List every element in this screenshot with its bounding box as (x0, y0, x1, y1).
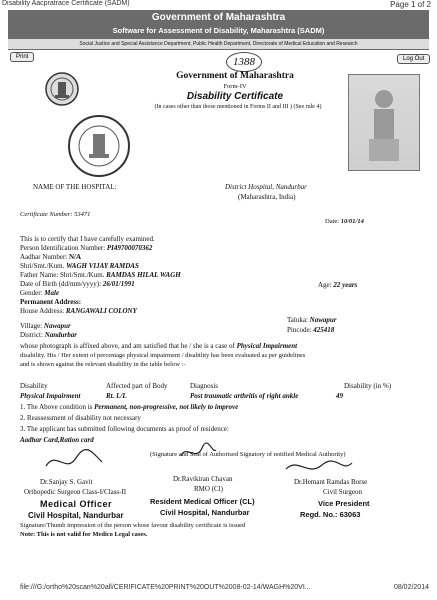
print-header-title: Disability Aacpratrace Certificate (SADM) (2, 0, 130, 7)
print-date: 08/02/2014 (393, 584, 429, 591)
signature-chavan-icon (178, 440, 218, 464)
hospital-label: NAME OF THE HOSPITAL: (33, 183, 117, 191)
stamp-civil-hospital-1: Civil Hospital, Nandurbar (28, 511, 124, 520)
dob-label: Date of Birth (dd/mm/yyyy): (20, 280, 102, 288)
hospital-state: (Maharashtra, India) (238, 193, 296, 201)
permanent-address-label: Permanent Address: (20, 298, 82, 306)
signatory-3-role: Civil Surgeon (323, 488, 362, 496)
condition-2: 2. Reassessment of disability not necessary (20, 414, 141, 422)
table-header-disability: Disability (20, 382, 48, 390)
dob-value: 26/01/1991 (102, 280, 135, 288)
hospital-name: District Hospital, Nandurbar (225, 183, 307, 191)
signatory-2-name: Dr.Ravikiran Chavan (173, 475, 233, 483)
name-label: Shri/Smt./Kum. (20, 262, 65, 270)
signature-gavit-icon (44, 448, 104, 474)
print-header (0, 0, 437, 10)
applicant-photo (348, 74, 420, 171)
govt-banner (8, 10, 429, 50)
date-label: Date: (325, 218, 340, 225)
statement-line-1: whose photograph is affixed above, and am satisfied that he / she is a case of (20, 342, 235, 350)
handwritten-reference-number: 1388 (226, 52, 262, 72)
signatory-1-role: Orthopedic Surgeon Class-I/Class-II (24, 488, 127, 496)
aadhar-label: Aadhar Number: (20, 253, 68, 261)
document-gov-title: Government of Maharashtra (176, 71, 294, 81)
banner-subtitle: Software for Assessment of Disability, Maharashtra (SADM) (112, 26, 325, 35)
certificate-scope-note: (In cases other than those mentioned in Forms II and III ) (See rule 4) (154, 104, 322, 110)
page-number: Page 1 of 2 (390, 0, 431, 9)
village-value: Nawapur (43, 322, 71, 330)
district-value: Nandurbar (44, 331, 77, 339)
father-value: RAMDAS HILAL WAGH (106, 271, 181, 279)
district-label: District: (20, 331, 43, 339)
pincode-value: 425418 (313, 326, 335, 334)
residence-documents: Aadhar Card,Ration card (20, 436, 94, 444)
authorised-signatory-note: (Signature and Seal of Authorised Signatory of notified Medical Authority) (150, 451, 346, 458)
banner-title: Government of Maharashtra (151, 12, 286, 23)
print-button[interactable]: Print (10, 52, 34, 62)
aadhar-value: N/A (68, 253, 82, 261)
pid-label: Person Identification Number: (20, 244, 106, 252)
table-cell-percent: 49 (336, 392, 343, 400)
condition-1-label: 1. The Above condition is (20, 403, 93, 411)
stamp-medical-officer: Medical Officer (40, 499, 113, 509)
signatory-3-name: Dr.Hemant Ramdas Borse (294, 478, 368, 486)
condition-3: 3. The applicant has submitted following documents as proof of residence: (20, 425, 229, 433)
stamp-regd-number: Regd. No.: 63063 (300, 510, 361, 519)
table-cell-body-part: Rt. L/L (106, 392, 127, 400)
signature-borse-icon (284, 455, 354, 479)
age-label: Age: (318, 281, 332, 289)
table-cell-diagnosis: Post traumatic arthritis of right ankle (190, 392, 299, 400)
banner-dept-line: Social Justice and Special Assistance Department, Public Health Department, Directorate of Medical Education and Research (8, 39, 429, 49)
statement-line-3: and is shown against the relevant disability in the table below :- (20, 361, 186, 368)
logout-button[interactable]: Log Out (397, 54, 430, 64)
stamp-rmo: Resident Medical Officer (CL) (150, 497, 255, 506)
state-emblem-icon (44, 71, 80, 107)
pid-value: PI49700070362 (106, 244, 153, 252)
age-value: 22 years (333, 281, 358, 289)
table-header-body-part: Affected part of Body (106, 382, 168, 390)
cert-number-label: Certificate Number: (20, 211, 73, 218)
house-value: RANGAWALI COLONY (65, 307, 137, 315)
file-path: file:///G:/ortho%20scan%20all/CERIFICATE%20PRINT%20OUT%2008-02-14/WAGH%20VI... (20, 584, 311, 591)
gender-value: Male (44, 289, 60, 297)
signatory-2-role: RMO (Cl) (194, 485, 223, 493)
table-header-percent: Disability (in %) (344, 382, 392, 390)
pincode-label: Pincode: (287, 326, 312, 334)
father-label: Father Name: Shri/Smt./Kum. (20, 271, 105, 279)
cert-number-value: 53471 (74, 211, 91, 218)
statement-line-2: disability. His / Her extent of percentage physical impairment / disability has been evaluated as per guidelines (20, 352, 306, 359)
medico-legal-note: Note: This is not valid for Medico Legal cases. (20, 531, 148, 538)
date-value: 10/01/14 (340, 218, 364, 225)
signatory-1-name: Dr.Sanjay S. Gavit (40, 478, 93, 486)
taluka-label: Taluka: (287, 316, 308, 324)
stamp-vice-president: Vice President (318, 499, 370, 508)
impairment-type: Physical Impairment (236, 342, 298, 350)
taluka-value: Nawapur (309, 316, 337, 324)
condition-1-value: Permanent, non-progressive, not likely to improve (94, 403, 239, 411)
village-label: Village: (20, 322, 43, 330)
table-cell-disability: Physical Impairment (20, 392, 81, 400)
certificate-title: Disability Certificate (186, 91, 284, 102)
stamp-civil-hospital-2: Civil Hospital, Nandurbar (160, 508, 250, 517)
signature-thumb-note: Signature/Thumb impression of the person whose favour disability certificate is issued (20, 522, 246, 529)
hospital-stamp-icon (66, 112, 132, 180)
form-number: Form-IV (223, 83, 247, 90)
intro-text: This is to certify that I have carefully examined. (20, 235, 155, 243)
table-header-diagnosis: Diagnosis (190, 382, 218, 390)
house-label: House Address: (20, 307, 65, 315)
gender-label: Gender: (20, 289, 43, 297)
name-value: WAGH VIJAY RAMDAS (66, 262, 139, 270)
